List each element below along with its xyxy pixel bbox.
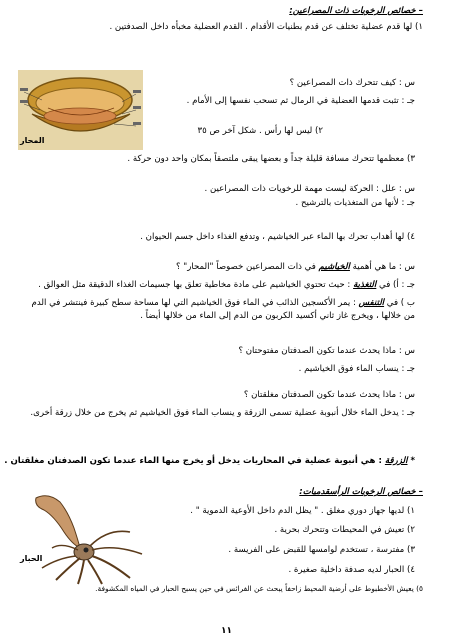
siphon-definition-text: : هي أنبوبة عضلية في المحاريات يدخل أو يخرج منها الماء عندما تكون الصدفتان مغلقتان . xyxy=(4,456,385,466)
question-3 xyxy=(18,262,415,273)
answer-3-b-post: : يمر الأكسجين الذائب في الماء فوق الخياشيم التي لها مساحة سطح كبيرة فينتشر في الدم من خلالها ، ويخرج غاز ثاني أكسيد الكربون من الدم إلى الماء من خلالها أيضاً . xyxy=(31,298,415,321)
bivalve-item-3: ٣) معظمها تتحرك مسافة قليلة جداً و بعضها يبقى ملتصقاً بمكان واحد دون حركة . xyxy=(127,154,415,164)
cephalopod-item-1: ١) لديها جهاز دوري مغلق . " يظل الدم داخل الأوعية الدموية " . xyxy=(190,506,415,516)
answer-4: جـ : ينساب الماء فوق الخياشيم . xyxy=(298,364,415,374)
cephalopod-item-3: ٣) مفترسة ، تستخدم لوامسها للقبض على الفريسة . xyxy=(228,545,415,555)
siphon-term: الزرقة xyxy=(384,456,408,466)
answer-2: جـ : لأنها من المتغذيات بالترشيح . xyxy=(295,198,415,208)
cephalopod-item-5: ٥) يعيش الأخطبوط على أرضية المحيط زاحفاً يبحث عن الفرائس في حين يسبح الحبار في المياه المكشوفة. xyxy=(95,584,423,593)
respiration-term: التنفس xyxy=(358,298,385,308)
question-3-post: في ذات المصراعين خصوصاً "المحار" ؟ xyxy=(175,262,319,272)
answer-3-a-post: : حيث تحتوي الخياشيم على مادة مخاطية تعلق بها جسيمات الغذاء الدقيقة مثل العوالق . xyxy=(38,280,354,290)
question-2: س : علل : الحركة ليست مهمة للرخويات ذات المصراعين . xyxy=(204,184,415,194)
cephalopod-item-2: ٢) تعيش في المحيطات وتتحرك بحرية . xyxy=(274,525,415,535)
answer-3-b xyxy=(18,297,415,323)
squid-caption: الحبار xyxy=(20,554,43,563)
answer-3-a-pre: جـ : أ) في xyxy=(376,280,415,290)
question-3-pre: س : ما هي أهمية xyxy=(349,262,415,272)
page-number: ١١ xyxy=(221,626,232,636)
answer-3-b-pre: ب ) في xyxy=(384,298,415,308)
bivalve-item-2: ٢) ليس لها رأس . شكل آخر ص ٣٥ xyxy=(197,126,323,136)
cephalopod-item-4: ٤) الحبار لديه صدفة داخلية صغيرة . xyxy=(288,565,415,575)
gills-term: الخياشيم xyxy=(318,262,350,272)
question-4: س : ماذا يحدث عندما تكون الصدفتان مفتوحتان ؟ xyxy=(238,346,415,356)
definition-star: * xyxy=(407,456,415,466)
bivalve-item-1: ١) لها قدم عضلية تختلف عن قدم بطنيات الأقدام . القدم العضلية مخبأه داخل الصدفتين . xyxy=(109,22,423,32)
bivalve-item-4: ٤) لها أهداب تحرك بها الماء عبر الخياشيم ، وتدفع الغذاء داخل جسم الحيوان . xyxy=(140,232,415,242)
answer-5: جـ : يدخل الماء خلال أنبوبة عضلية تسمى الزرقة و ينساب الماء فوق الخياشيم ثم يخرج من خلال زرقة أخرى. xyxy=(30,408,415,418)
clam-caption: المحار xyxy=(20,136,45,145)
section-heading-bivalves: – خصائص الرخويات ذات المصراعين: xyxy=(289,6,423,16)
section-heading-cephalopods: – خصائص الرخويات الرأسقدميات: xyxy=(299,487,423,497)
answer-3-a xyxy=(18,280,415,291)
clam-figure xyxy=(18,70,143,150)
squid-illustration xyxy=(18,488,148,586)
siphon-definition xyxy=(4,456,415,467)
question-1: س : كيف تتحرك ذات المصراعين ؟ xyxy=(289,78,415,88)
feeding-term: التغذية xyxy=(353,280,377,290)
squid-figure xyxy=(18,488,148,586)
question-5: س : ماذا يحدث عندما تكون الصدفتان مغلقتان ؟ xyxy=(243,390,415,400)
answer-1: جـ : تثبت قدمها العضلية في الرمال ثم تسحب نفسها إلى الأمام . xyxy=(186,96,415,106)
